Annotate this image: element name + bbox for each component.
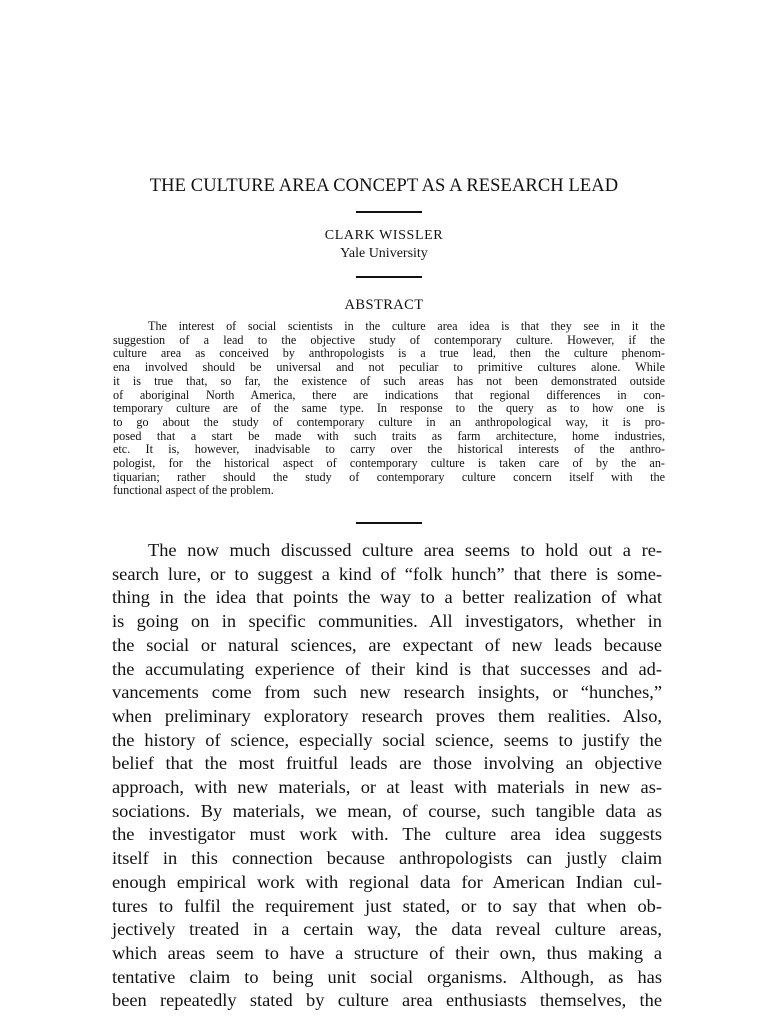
body-line: the history of science, especially social science, seems to justify the (112, 729, 662, 750)
divider-rule (356, 522, 422, 524)
divider-rule (356, 211, 422, 213)
body-line: itself in this connection because anthropologists can justly claim (112, 848, 662, 869)
author-affiliation: Yale University (340, 246, 428, 261)
body-line: the social or natural sciences, are expectant of new leads because (112, 634, 662, 655)
abstract-line: ena involved should be universal and not peculiar to primitive cultures alone. While (113, 360, 665, 375)
body-line: enough empirical work with regional data for American Indian cul- (112, 871, 662, 892)
author-name: CLARK WISSLER (324, 228, 444, 243)
abstract-heading: ABSTRACT (344, 297, 424, 313)
body-line: vancements come from such new research insights, or “hunches,” (112, 682, 662, 703)
abstract-line: culture area as conceived by anthropologists is a true lead, then the culture phenom- (113, 346, 665, 361)
body-line: tentative claim to being unit social organisms. Although, as has (112, 966, 662, 987)
abstract-line: tiquarian; rather should the study of contemporary culture concern itself with the (113, 469, 665, 484)
body-line: tures to fulfil the requirement just stated, or to say that when ob- (112, 895, 662, 916)
body-line: which areas seem to have a structure of their own, thus making a (112, 942, 662, 963)
abstract-line: etc. It is, however, inadvisable to carry over the historical interests of the anthro- (113, 442, 665, 457)
body-text (112, 539, 662, 1013)
abstract-line: temporary culture are of the same type. In response to the query as to how one is (113, 401, 665, 416)
divider-rule (356, 276, 422, 278)
abstract-line: The interest of social scientists in the culture area idea is that they see in it the (148, 319, 665, 333)
body-line: approach, with new materials, or at least with materials in new as- (112, 777, 662, 798)
body-line: the investigator must work with. The culture area idea suggests (112, 824, 662, 845)
abstract-body (113, 320, 665, 498)
body-line: been repeatedly stated by culture area enthusiasts themselves, the (112, 990, 662, 1011)
body-line: when preliminary exploratory research proves them realities. Also, (112, 705, 662, 726)
body-line: jectively treated in a certain way, the data reveal culture areas, (112, 919, 662, 940)
abstract-line: posed that a start be made with such traits as farm architecture, home industries, (113, 428, 665, 443)
abstract-line: suggestion of a lead to the objective study of contemporary culture. However, if the (113, 332, 665, 347)
body-line: belief that the most fruitful leads are those involving an objective (112, 753, 662, 774)
abstract-line: of aboriginal North America, there are indications that regional differences in con- (113, 387, 665, 402)
body-line: search lure, or to suggest a kind of “folk hunch” that there is some- (112, 563, 662, 584)
body-line: is going on in specific communities. All investigators, whether in (112, 611, 662, 632)
abstract-line: it is true that, so far, the existence of such areas has not been demonstrated outside (113, 373, 665, 388)
body-line: thing in the idea that points the way to a better realization of what (112, 587, 662, 608)
abstract-line: to go about the study of contemporary culture in an anthropological way, it is pro- (113, 414, 665, 429)
article-title: THE CULTURE AREA CONCEPT AS A RESEARCH LEAD (149, 176, 619, 196)
body-line: The now much discussed culture area seems to hold out a re- (148, 540, 662, 560)
body-line: sociations. By materials, we mean, of course, such tangible data as (112, 800, 662, 821)
abstract-line: pologist, for the historical aspect of contemporary culture is taken care of by the an- (113, 456, 665, 471)
abstract-line: functional aspect of the problem. (113, 483, 274, 498)
body-line: the accumulating experience of their kind is that successes and ad- (112, 658, 662, 679)
